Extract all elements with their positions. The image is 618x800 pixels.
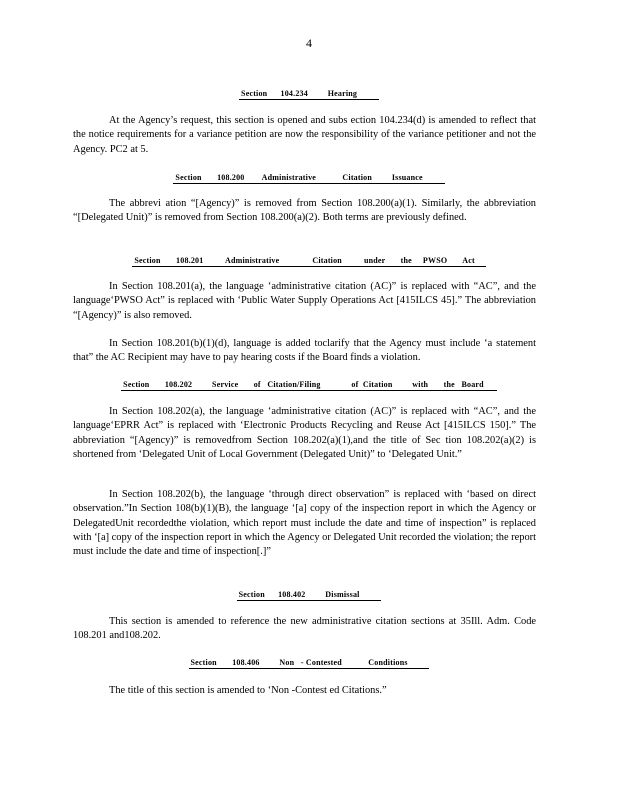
section-heading-text: Section 108.200 Administrative Citation Issuance <box>175 173 443 182</box>
paragraph-text: At the Agency’s request, this section is opened and subs ection 104.234(d) is amended to reflect that the notice requirements for a variance petition are now the responsibility of the variance petitioner and not the Agency. PC2 at 5. <box>73 115 536 155</box>
paragraph-text: In Section 108.201(a), the language ‘administrative citation (AC)” is replaced with “AC”, and the language‘PWSO Act” is replaced with ‘Public Water Supply Operations Act [415ILCS 45].” The abbreviation “[Agency)” is also removed. <box>73 281 536 321</box>
page-number: 4 <box>306 36 312 50</box>
paragraph <box>73 405 536 462</box>
section-heading <box>0 89 618 98</box>
section-heading-text: Section 108.406 Non - Contested Conditions <box>190 658 428 667</box>
paragraph <box>73 684 536 698</box>
section-heading <box>0 658 618 667</box>
section-heading <box>0 173 618 182</box>
paragraph <box>73 197 536 226</box>
paragraph <box>73 337 536 366</box>
section-heading-text: Section 108.202 Service of Citation/Filing of Citation with the Board <box>123 380 495 389</box>
paragraph <box>73 114 536 157</box>
paragraph <box>73 488 536 559</box>
section-heading-text: Section 108.201 Administrative Citation under the PWSO Act <box>134 256 484 265</box>
section-heading <box>0 590 618 599</box>
paragraph-text: In Section 108.202(a), the language ‘administrative citation (AC)” is replaced with “AC”, and the language‘EPRR Act” is replaced with ‘Electronic Products Recycling and Reuse Act [415ILCS 150].” The abbreviation “[Agency)” is removedfrom Section 108.202(a)(1),and the title of Sec tion 108.202(a)(2) is shortened from ‘Delegated Unit of Local Government (Delegated Unit)” to ‘Delegated Unit.” <box>73 406 536 460</box>
paragraph-text: The title of this section is amended to ‘Non -Contest ed Citations.” <box>109 685 387 696</box>
paragraph <box>73 615 536 644</box>
paragraph-text: In Section 108.202(b), the language ‘through direct observation” is replaced with ‘based on direct observation.”In Section 108(b)(1)(B), the language ‘[a] copy of the inspection report in which the Agency or DelegatedUnit recordedthe violation, which report must include the date and time of inspection” is replaced with ‘[a] copy of the inspection report in which the Agency or Delegated Unit recorded the violation; the report must include the date and time of inspection[.]” <box>73 489 536 558</box>
paragraph <box>73 280 536 323</box>
section-heading <box>0 380 618 389</box>
section-heading-text: Section 104.234 Hearing <box>241 89 377 98</box>
section-heading <box>0 256 618 265</box>
section-heading-text: Section 108.402 Dismissal <box>238 590 380 599</box>
paragraph-text: This section is amended to reference the new administrative citation sections at 35Ill. Adm. Code 108.201 and108.202. <box>73 616 536 642</box>
paragraph-text: In Section 108.201(b)(1)(d), language is added toclarify that the Agency must include ‘a statement that” the AC Recipient may have to pay hearing costs if the Board finds a violation. <box>73 338 536 364</box>
paragraph-text: The abbrevi ation “[Agency)” is removed from Section 108.200(a)(1). Similarly, the abbreviation “[Delegated Unit)” is removed from Section 108.200(a)(2). Both terms are previously defined. <box>73 198 536 224</box>
